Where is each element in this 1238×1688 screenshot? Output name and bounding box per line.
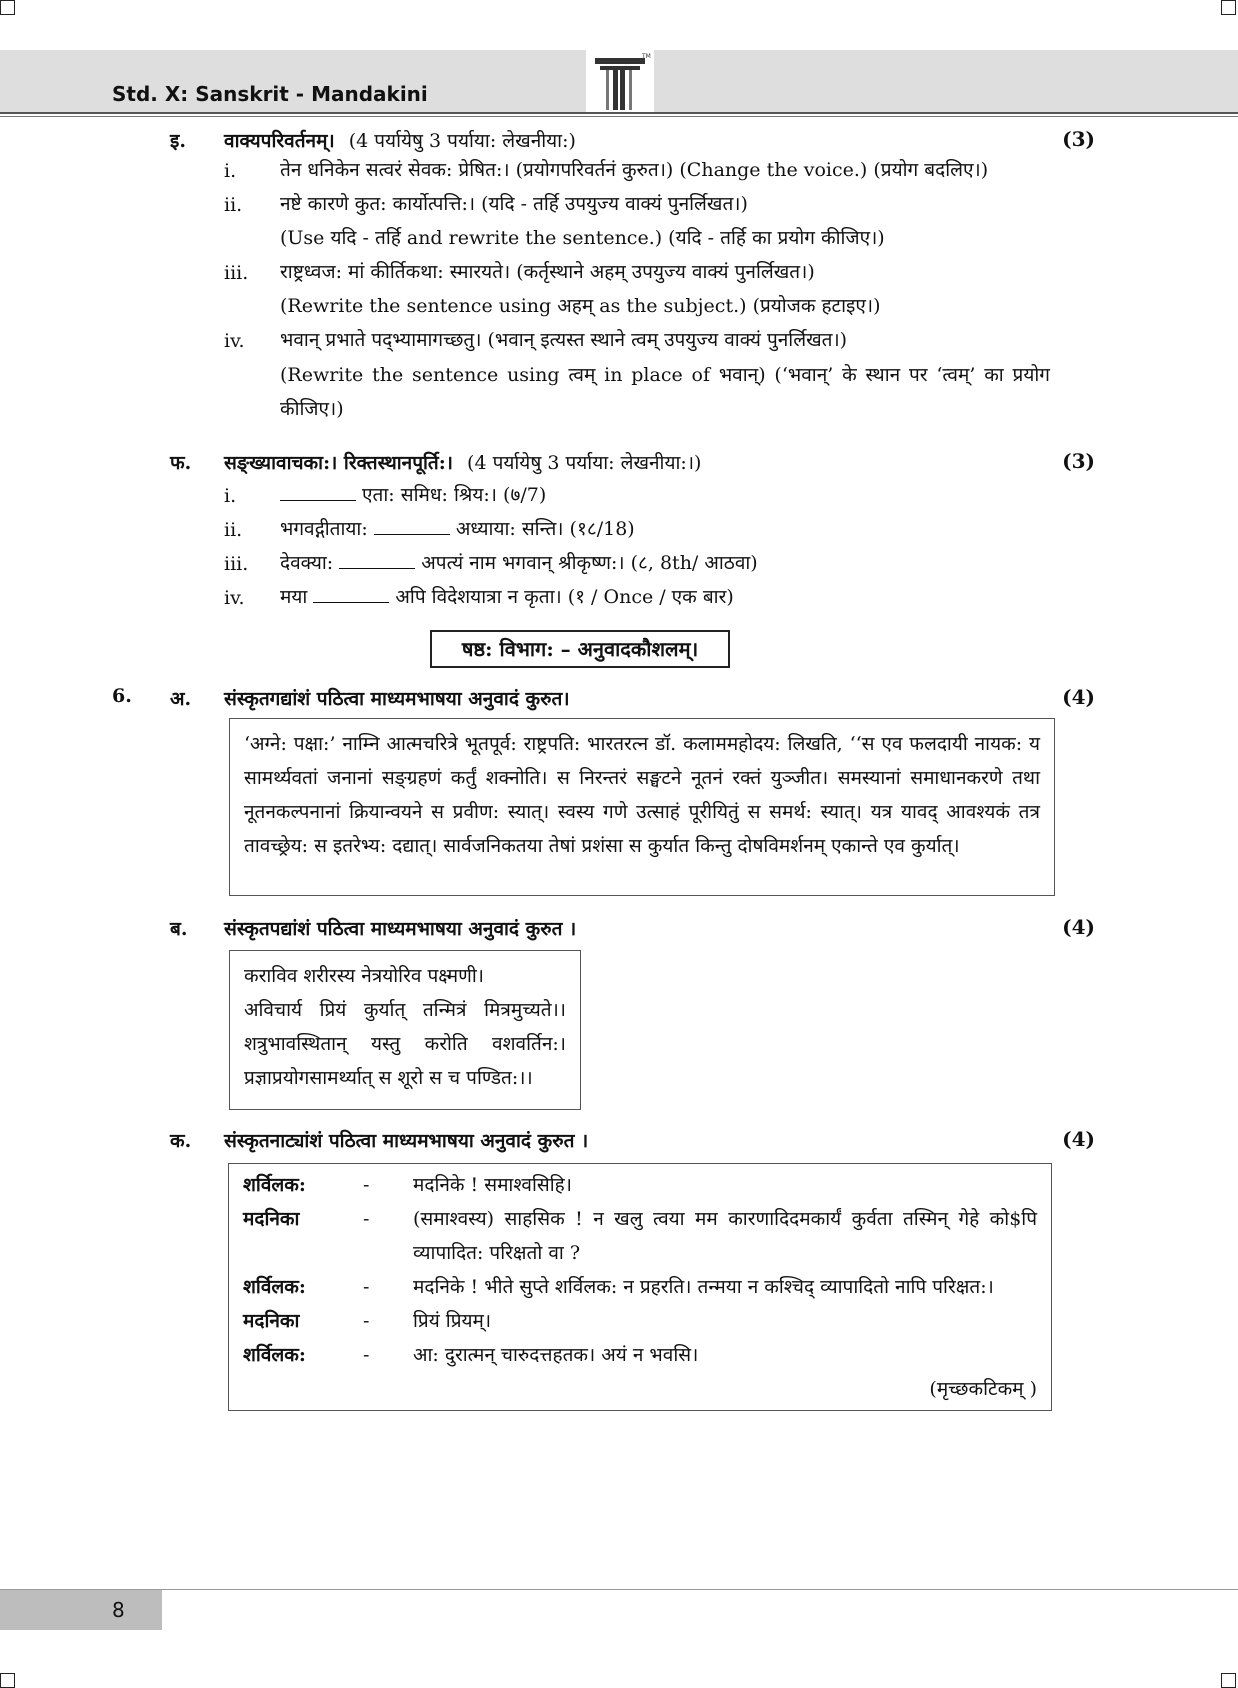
question-title: [224, 449, 701, 475]
question-title-text: संस्कृतनाट्यांशं पठित्वा माध्यमभाषया अनुवादं कुरुत ।: [224, 1130, 589, 1152]
dialogue-dash: -: [363, 1276, 370, 1298]
speaker-name: शर्विलक:: [243, 1344, 306, 1366]
question-title: [224, 1127, 588, 1153]
question-label: अ.: [170, 688, 192, 710]
speaker-name: मदनिका: [243, 1310, 300, 1332]
publisher-logo: [586, 50, 654, 112]
speaker-name: शर्विलक:: [243, 1276, 306, 1298]
question-marks: (3): [1062, 449, 1095, 473]
section-heading-box: षष्ठ: विभाग: – अनुवादकौशलम्।: [430, 630, 730, 668]
item-number: iv.: [224, 587, 245, 609]
item-before: देवक्या:: [280, 552, 334, 574]
footer-page-box: [0, 1590, 162, 1630]
item-number: ii.: [224, 194, 243, 216]
question-title: [224, 685, 570, 711]
question-title-text: संस्कृतगद्यांशं पठित्वा माध्यमभाषया अनुवादं कुरुत।: [224, 688, 570, 710]
item-number: iii.: [224, 553, 249, 575]
item-number: iv.: [224, 330, 245, 352]
item-number: iii.: [224, 262, 249, 284]
speaker-name: मदनिका: [243, 1208, 300, 1230]
verse-text: प्रज्ञाप्रयोगसामर्थ्यात् स शूरो स च पण्डित:।।: [244, 1067, 533, 1089]
dialogue-row: [243, 1270, 1037, 1304]
verse-line: [244, 1027, 566, 1061]
page-header-title: Std. X: Sanskrit - Mandakini: [112, 82, 428, 106]
item-after: अपत्यं नाम भगवान् श्रीकृष्ण:। (८, 8th/ आठवा): [421, 552, 758, 574]
dialogue-text: प्रियं प्रियम्।: [413, 1310, 492, 1332]
question-marks: (4): [1062, 1127, 1095, 1151]
fill-blank-item: [280, 478, 1050, 512]
header-rule: [0, 112, 1238, 114]
question-instruction: (4 पर्यायेषु 3 पर्याया: लेखनीया:।): [467, 452, 702, 474]
page-number: 8: [112, 1598, 125, 1622]
verse-line: [244, 959, 566, 993]
dialogue-text: (समाश्वस्य) साहसिक ! न खलु त्वया मम कारणादिदमकार्यं कुर्वता तस्मिन् गेहे को$पि व्यापादित: परिक्षतो वा ?: [413, 1208, 1037, 1264]
dialogue-row: [243, 1168, 1037, 1202]
dialogue-dash: -: [363, 1344, 370, 1366]
question-title: [224, 915, 576, 941]
question-instruction: (4 पर्यायेषु 3 पर्याया: लेखनीया:): [348, 130, 576, 152]
blank-line: [280, 484, 356, 501]
prose-passage-box: ‘अग्ने: पक्षा:’ नाम्नि आत्मचरित्रे भूतपूर्व: राष्ट्रपति: भारतरत्न डॉ. कलाममहोदय: लिखति, ‘‘स एव फलदायी नायक: य सामर्थ्यवतां जनानां सङ्ग्रहणं कर्तुं शक्नोति। स निरन्तरं सङ्घटने नूतनं रक्तं युञ्जीत। समस्यानां समाधानकरणे तथा नूतनकल्पनानां क्रियान्वयने स प्रवीण: स्यात्। स्वस्य गणे उत्साहं पूरीयितुं स समर्थ: स्यात्। यत्र यावद् आवश्यकं तत्र तावच्छ्रेय: स इतरेभ्य: दद्यात्। सार्वजनिकतया तेषां प्रशंसा स कुर्यात किन्तु दोषविमर्शनम् एकान्ते एव कुर्यात्।: [229, 718, 1055, 896]
item-before: भगवद्गीताया:: [280, 518, 368, 540]
item-number: i.: [224, 160, 237, 182]
verse-word: करोति: [424, 1033, 468, 1055]
blank-line: [313, 586, 389, 603]
item-text: राष्ट्रध्वज: मां कीर्तिकथा: स्मारयते। (कर्तृस्थाने अहम् उपयुज्य वाक्यं पुनर्लिखत।): [280, 261, 815, 283]
blank-line: [339, 552, 415, 569]
verse-word: शत्रुभावस्थितान्: [244, 1033, 347, 1055]
question-marks: (4): [1062, 685, 1095, 709]
dialogue-dash: -: [363, 1174, 370, 1196]
crop-mark-top-right: [1221, 0, 1236, 15]
question-marks: (3): [1062, 127, 1095, 151]
dialogue-row: [243, 1202, 1037, 1270]
question-title-text: संस्कृतपद्यांशं पठित्वा माध्यमभाषया अनुवादं कुरुत ।: [224, 918, 577, 940]
question-label: फ.: [170, 452, 192, 474]
dialogue-text: आ: दुरात्मन् चारुदत्तहतक। अयं न भवसि।: [413, 1344, 699, 1366]
dialogue-text: मदनिके ! समाश्वसिहि।: [413, 1174, 572, 1196]
publisher-logo-icon: [586, 50, 654, 112]
item-before: मया: [280, 586, 308, 608]
speaker-name: शर्विलक:: [243, 1174, 306, 1196]
crop-mark-bottom-left: [0, 1673, 15, 1688]
item-after: अध्याया: सन्ति। (१८/18): [455, 518, 635, 540]
item-number: i.: [224, 485, 237, 507]
question-marks: (4): [1062, 915, 1095, 939]
question-label: क.: [170, 1130, 192, 1152]
item-text-cont: (Rewrite the sentence using अहम् as the subject.) (प्रयोजक हटाइए।): [280, 295, 881, 317]
item-after: अपि विदेशयात्रा न कृता। (१ / Once / एक बार): [395, 586, 734, 608]
question-label: ब.: [170, 918, 188, 940]
fill-blank-item: [280, 580, 1050, 614]
verse-word: वशवर्तिन:।: [492, 1033, 566, 1055]
question-label: इ.: [170, 130, 186, 152]
verse-box: [229, 950, 581, 1110]
verse-line: [244, 1061, 566, 1095]
blank-line: [374, 518, 450, 535]
fill-blank-item: [280, 546, 1050, 580]
verse-word: प्रियं: [319, 999, 347, 1021]
item-text-cont: (Rewrite the sentence using त्वम् in place of भवान्) (‘भवान्’ के स्थान पर ‘त्वम्’ का प्रयोग कीजिए।): [280, 364, 1050, 420]
header-rule-thin: [0, 116, 1238, 117]
item-text: तेन धनिकेन सत्वरं सेवक: प्रेषित:। (प्रयोगपरिवर्तनं कुरुत।) (Change the voice.) (प्रयोग बदलिए।): [280, 159, 989, 181]
question-title-text: वाक्यपरिवर्तनम्।: [224, 130, 335, 152]
dialogue-row: [243, 1304, 1037, 1338]
verse-word: यस्तु: [371, 1033, 401, 1055]
item-text-cont: (Use यदि - तर्हि and rewrite the sentence.) (यदि - तर्हि का प्रयोग कीजिए।): [280, 227, 885, 249]
dialogue-dash: -: [363, 1310, 370, 1332]
question-number: 6.: [112, 685, 132, 707]
question-title-text: सङ्ख्यावाचका:। रिक्तस्थानपूर्ति:।: [224, 452, 453, 474]
dialogue-dash: -: [363, 1208, 370, 1230]
verse-word: तन्मित्रं: [422, 999, 467, 1021]
item-text: नष्टे कारणे कुत: कार्योत्पत्ति:। (यदि - तर्हि उपयुज्य वाक्यं पुनर्लिखत।): [280, 193, 748, 215]
dialogue-text: मदनिके ! भीते सुप्ते शर्विलक: न प्रहरति। तन्मया न कश्चिद् व्यापादितो नापि परिक्षत:।: [413, 1276, 994, 1298]
verse-word: कुर्यात्: [363, 999, 406, 1021]
verse-line: [244, 993, 566, 1027]
verse-text: कराविव शरीरस्य नेत्रयोरिव पक्ष्मणी।: [244, 965, 484, 987]
crop-mark-bottom-right: [1221, 1673, 1236, 1688]
verse-word: मित्रमुच्यते।।: [484, 999, 566, 1021]
footer-rule: [0, 1589, 1238, 1590]
crop-mark-top-left: [0, 0, 15, 15]
question-title: [224, 127, 576, 153]
fill-blank-item: [280, 512, 1050, 546]
item-text: भवान् प्रभाते पद्भ्यामागच्छतु। (भवान् इत्यस्त स्थाने त्वम् उपयुज्य वाक्यं पुनर्लिखत।): [280, 329, 848, 351]
item-after: एता: समिध: श्रिय:। (७/7): [362, 484, 547, 506]
dialogue-row: [243, 1338, 1037, 1372]
source-citation: (मृच्छकटिकम् ): [929, 1378, 1037, 1400]
item-number: ii.: [224, 519, 243, 541]
verse-word: अविचार्य: [244, 999, 303, 1021]
svg-text:TM: TM: [642, 53, 651, 60]
drama-box: [228, 1163, 1052, 1411]
